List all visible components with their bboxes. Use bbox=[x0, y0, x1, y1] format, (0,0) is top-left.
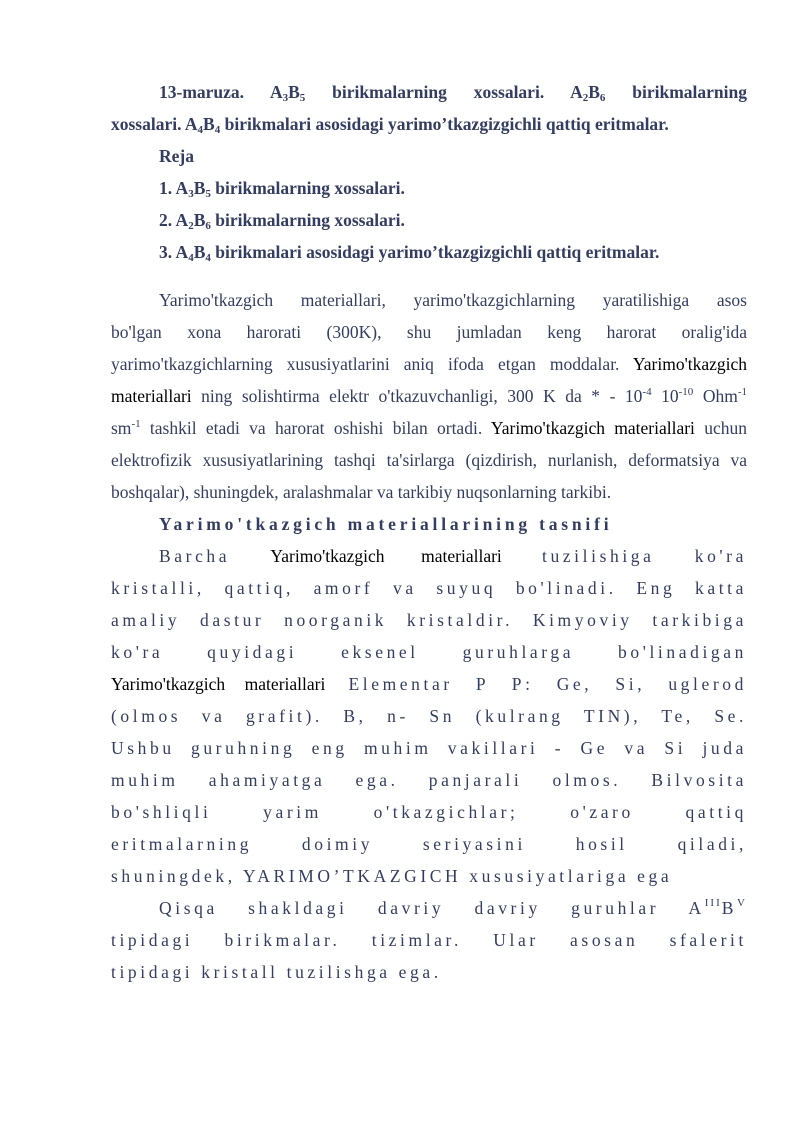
paragraph-line: Yarimo'tkazgich materiallari Elementar P P: Ge, Si, uglerod bbox=[111, 674, 747, 694]
paragraph-line: amaliy dastur noorganik kristaldir. Kimyoviy tarkibiga bbox=[111, 610, 747, 630]
paragraph-intro bbox=[111, 284, 747, 508]
plan-item-3: 3. $A_4B_4$ birikmalari asosidagi yarimo’tkazgizgichli qattiq eritmalar. bbox=[159, 242, 660, 264]
lecture-title-line-2: xossalari. $A_4B_4$ birikmalari asosidagi yarimo’tkazgizgichli qattiq eritmalar. bbox=[111, 114, 669, 136]
plan-item-1: 1. $A_3B_5$ birikmalarning xossalari. bbox=[159, 178, 405, 200]
plan-item-2: 2. $A_2B_6$ birikmalarning xossalari. bbox=[159, 210, 405, 232]
paragraph-line: Qisqa shakldagi davriy davriy guruhlar $A^{III}B^V$ bbox=[159, 897, 747, 918]
paragraph-line: tipidagi kristall tuzilishga ega. bbox=[111, 962, 442, 982]
paragraph-line: tipidagi birikmalar. tizimlar. Ular asosan sfalerit bbox=[111, 930, 747, 950]
paragraph-line: Yarimo'tkazgich materiallari, yarimo'tkazgichlarning yaratilishiga asos bbox=[159, 290, 747, 310]
paragraph-line: shuningdek, YARIMO’TKAZGICH xususiyatlariga ega bbox=[111, 866, 673, 886]
paragraph-line: elektrofizik xususiyatlarining tashqi ta'sirlarga (qizdirish, nurlanish, deformatsiya va bbox=[111, 450, 747, 470]
paragraph-line: (olmos va grafit). B, n- Sn (kulrang TIN), Te, Se. bbox=[111, 706, 747, 726]
paragraph-line: yarimo'tkazgichlarning xususiyatlarini aniq ifoda etgan moddalar. Yarimo'tkazgich bbox=[111, 354, 747, 374]
document-body bbox=[111, 76, 747, 988]
paragraph-line: kristalli, qattiq, amorf va suyuq bo'linadi. Eng katta bbox=[111, 578, 747, 598]
section-heading: Yarimo'tkazgich materiallarining tasnifi bbox=[159, 514, 613, 534]
paragraph-compounds bbox=[111, 892, 747, 988]
paragraph-line: Barcha Yarimo'tkazgich materiallari tuzilishiga ko'ra bbox=[159, 546, 747, 566]
paragraph-line: boshqalar), shuningdek, aralashmalar va tarkibiy nuqsonlarning tarkibi. bbox=[111, 482, 612, 502]
paragraph-line: $sm^{-1}$ tashkil etadi va harorat oshishi bilan ortadi. Yarimo'tkazgich materiallari uchun bbox=[111, 418, 747, 438]
paragraph-line: eritmalarning doimiy seriyasini hosil qiladi, bbox=[111, 834, 747, 854]
lecture-title-line-1: 13-maruza. $A_3B_5$ birikmalarning xossalari. $A_2B_6$ birikmalarning bbox=[159, 82, 747, 104]
paragraph-line: Ushbu guruhning eng muhim vakillari - Ge va Si juda bbox=[111, 738, 747, 758]
paragraph-line: bo'lgan xona harorati (300K), shu jumladan keng harorat oralig'ida bbox=[111, 322, 747, 342]
paragraph-line: ko'ra quyidagi eksenel guruhlarga bo'linadigan bbox=[111, 642, 747, 662]
paragraph-line: muhim ahamiyatga ega. panjarali olmos. Bilvosita bbox=[111, 770, 747, 790]
paragraph-classification bbox=[111, 540, 747, 892]
paragraph-line: bo'shliqli yarim o'tkazgichlar; o'zaro qattiq bbox=[111, 802, 747, 822]
plan-title: Reja bbox=[159, 146, 194, 166]
spacer bbox=[111, 268, 747, 284]
paragraph-line: materiallari ning solishtirma elektr o'tkazuvchanligi, 300 K da * - $10^{-4}$ $10^{-10}$ Ohm$^{-1}$ bbox=[111, 386, 747, 406]
